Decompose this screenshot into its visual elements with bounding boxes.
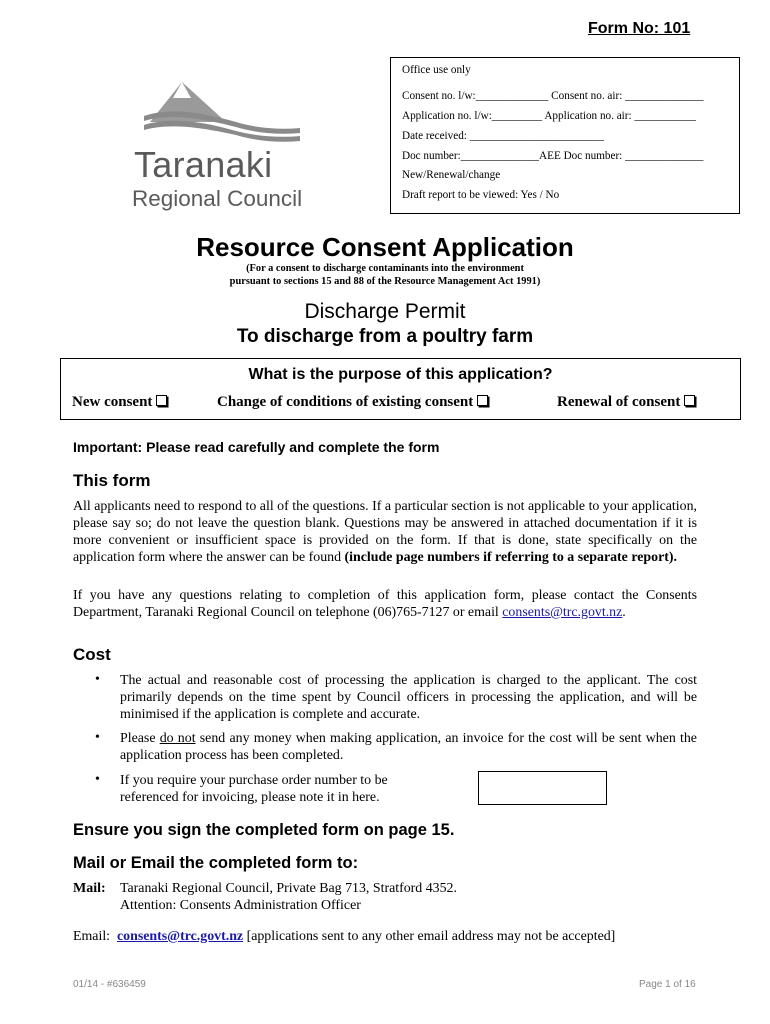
option-renewal[interactable]	[557, 394, 695, 411]
bullet2-text-b: send any money when making application, an invoice for the cost will be sent when the application process has been completed.	[120, 731, 697, 763]
bullet3-line-1: If you require your purchase order number to be	[120, 773, 388, 788]
bullet-icon: •	[95, 772, 100, 787]
purpose-question: What is the purpose of this application?	[248, 366, 553, 383]
office-use-title: Office use only	[402, 64, 471, 76]
checkbox-new-consent[interactable]	[156, 395, 167, 406]
permit-title: Discharge Permit	[304, 300, 466, 323]
para2-text: If you have any questions relating to completion of this application form, please contact the Consents Department, Taranaki Regional Council on telephone (06)765-7127 or email	[73, 588, 697, 620]
option-new-consent[interactable]	[72, 394, 167, 411]
email-line	[73, 929, 615, 945]
subtitle-line-1: (For a consent to discharge contaminants into the environment	[246, 263, 524, 274]
bullet2-text-a: Please	[120, 731, 160, 746]
subtitle-line-2: pursuant to sections 15 and 88 of the Resource Management Act 1991)	[229, 276, 541, 287]
cost-bullet-1: The actual and reasonable cost of processing the application is charged to the applicant. The cost primarily depends on the time spent by Council officers in processing the application, and will be minimised if the application is complete and accurate.	[120, 673, 697, 722]
email-label: Email:	[73, 929, 111, 944]
logo-text-regional-council: Regional Council	[132, 186, 303, 211]
cost-bullet-3	[120, 772, 388, 806]
form-number: Form No: 101	[588, 20, 691, 37]
doc-number-line: Doc number:______________AEE Doc number: ______________	[402, 150, 704, 162]
page-title: Resource Consent Application	[196, 232, 574, 262]
office-use-box	[390, 57, 740, 214]
option-change-conditions-label: Change of conditions of existing consent	[217, 394, 474, 410]
checkbox-renewal[interactable]	[684, 395, 695, 406]
bullet-icon: •	[95, 672, 100, 687]
option-renewal-label: Renewal of consent	[557, 394, 681, 410]
para1-text: All applicants need to respond to all of the questions. If a particular section is not applicable to your application, please say so; do not leave the question blank. Questions may be answered in attached documentation if it is more convenient or insufficient space is provided on the form. If that is done, state specifically on the application form where the answer can be found	[73, 499, 697, 565]
this-form-paragraph-1	[73, 498, 697, 566]
permit-purpose: To discharge from a poultry farm	[236, 326, 534, 347]
para1-bold-text: (include page numbers if referring to a separate report).	[344, 550, 677, 565]
council-logo	[128, 78, 313, 218]
email-note: [applications sent to any other email address may not be accepted]	[243, 929, 616, 944]
mail-address: Taranaki Regional Council, Private Bag 713, Stratford 4352.	[120, 881, 457, 896]
important-notice: Important: Please read carefully and complete the form	[73, 439, 440, 455]
mail-label: Mail:	[73, 881, 106, 896]
mail-attention: Attention: Consents Administration Officer	[120, 898, 361, 913]
footer-doc-ref: 01/14 - #636459	[73, 979, 146, 990]
option-change-conditions[interactable]	[217, 394, 488, 411]
this-form-heading: This form	[73, 471, 151, 490]
logo-text-taranaki: Taranaki	[134, 144, 273, 185]
email-link[interactable]: consents@trc.govt.nz	[117, 929, 244, 944]
application-no-line: Application no. l/w:_________ Application no. air: ___________	[402, 110, 696, 122]
cost-heading: Cost	[73, 645, 111, 664]
cost-bullet-2	[120, 730, 697, 764]
bullet3-line-2: referenced for invoicing, please note it in here.	[120, 790, 380, 805]
draft-report-line: Draft report to be viewed: Yes / No	[402, 189, 560, 201]
consent-no-line: Consent no. l/w:_____________ Consent no. air: ______________	[402, 90, 704, 102]
option-new-consent-label: New consent	[72, 394, 153, 410]
mail-email-heading: Mail or Email the completed form to:	[73, 854, 359, 872]
bullet2-underline: do not	[159, 731, 196, 746]
footer-page-number: Page 1 of 16	[639, 979, 696, 990]
consents-email-link[interactable]: consents@trc.govt.nz	[502, 605, 623, 620]
purchase-order-input[interactable]	[478, 771, 607, 805]
date-received-line: Date received: ________________________	[402, 130, 604, 142]
para2-end: .	[622, 605, 626, 620]
sign-note: Ensure you sign the completed form on page 15.	[73, 821, 455, 839]
purpose-box	[60, 358, 741, 420]
new-renewal-line: New/Renewal/change	[402, 169, 501, 181]
checkbox-change-conditions[interactable]	[477, 395, 488, 406]
bullet-icon: •	[95, 730, 100, 745]
mountain-logo-icon	[128, 78, 313, 148]
this-form-paragraph-2	[73, 587, 697, 621]
